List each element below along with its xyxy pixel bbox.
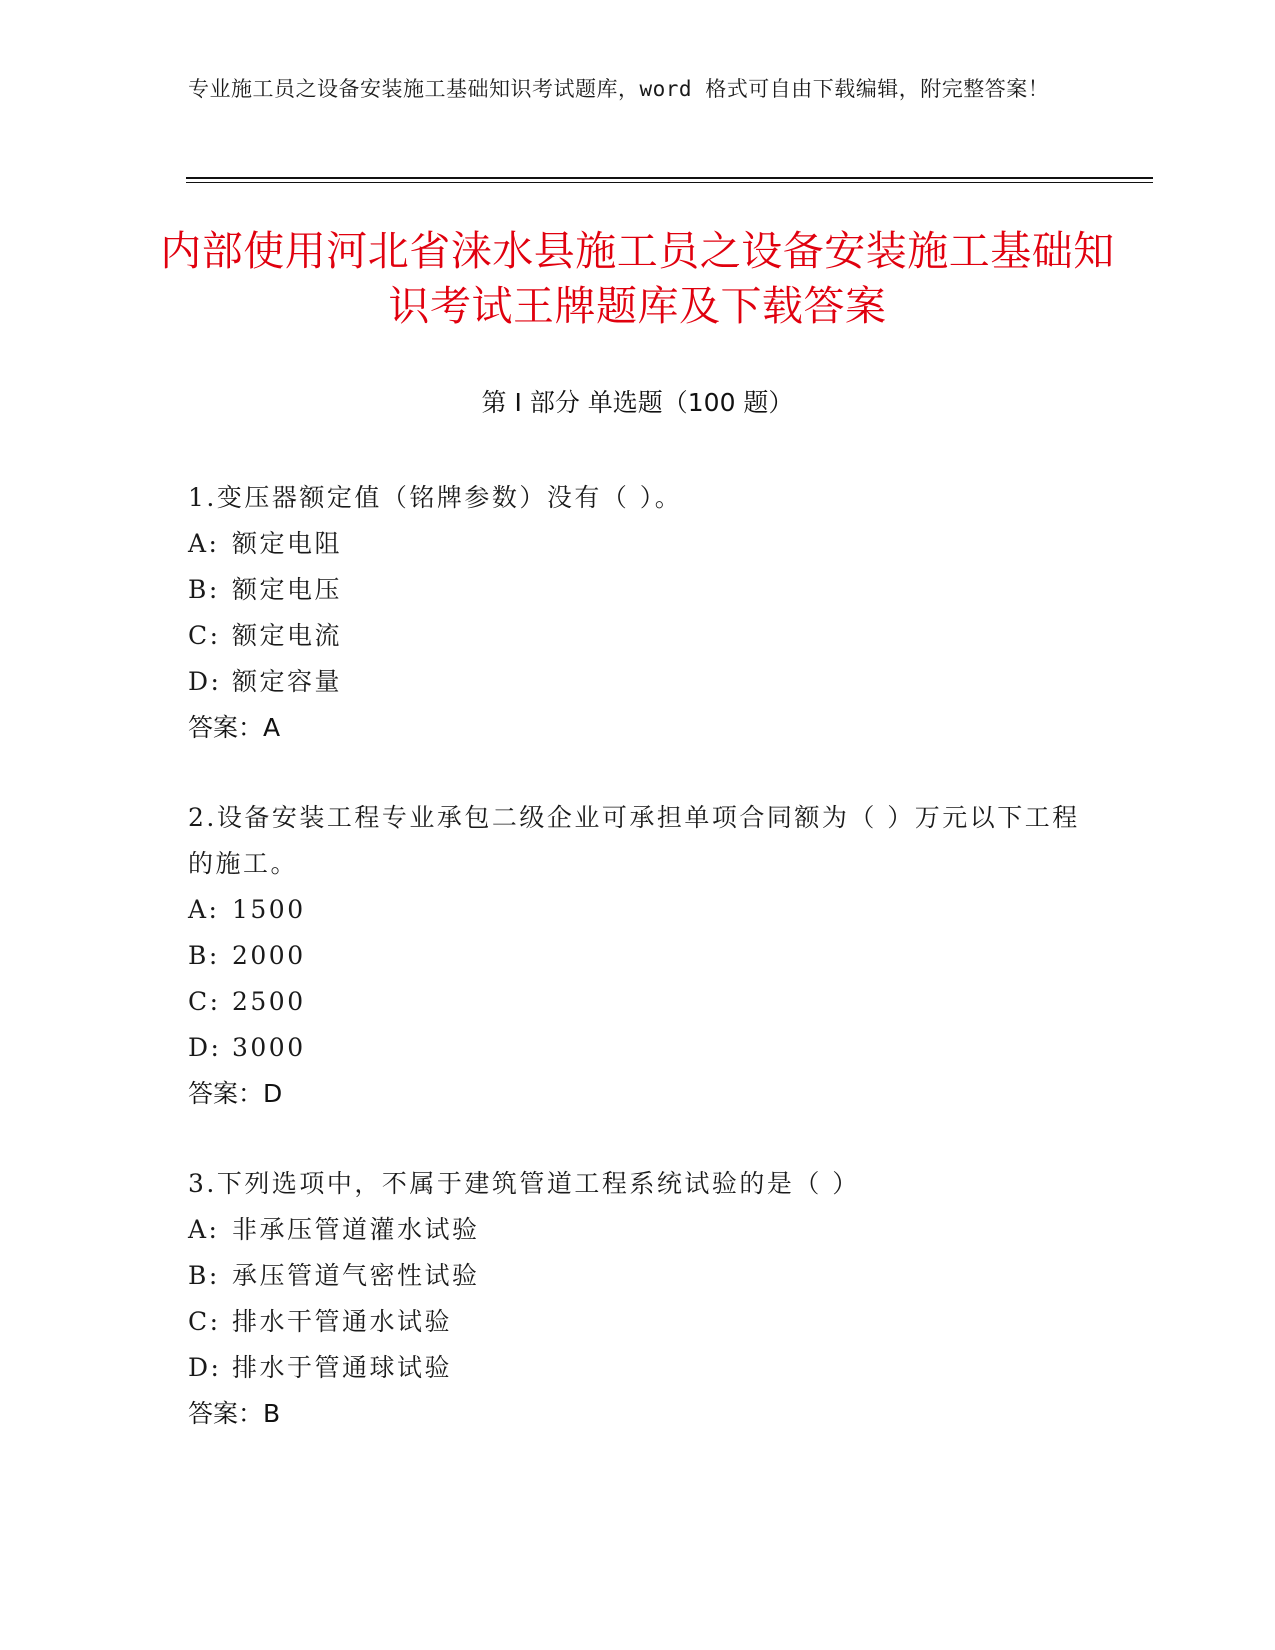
question-3 [188,1161,1088,1437]
document-header-note: 专业施工员之设备安装施工基础知识考试题库，word 格式可自由下载编辑，附完整答案！ [188,77,1050,101]
option-a [188,887,1088,933]
option-letter: C: [188,1307,221,1336]
option-letter: A: [188,529,220,558]
option-text: 非承压管道灌水试验 [232,1215,480,1244]
section-heading: 第 I 部分 单选题（100 题） [481,388,794,417]
option-text: 承压管道气密性试验 [232,1261,480,1290]
option-text: 额定电流 [232,621,343,650]
option-letter: C: [188,621,221,650]
option-a [188,1207,1088,1253]
header-divider-thick [186,177,1153,179]
option-letter: B: [188,941,220,970]
question-list [188,475,1088,1481]
option-letter: D: [188,1033,222,1062]
option-letter: B: [188,575,220,604]
answer-line: 答案：A [188,713,281,742]
option-text: 1500 [232,895,306,924]
option-c [188,613,1088,659]
question-stem: 3.下列选项中，不属于建筑管道工程系统试验的是（ ） [188,1169,860,1198]
option-text: 3000 [232,1033,306,1062]
option-letter: D: [188,1353,222,1382]
option-b [188,933,1088,979]
option-text: 额定电阻 [232,529,343,558]
option-c [188,1299,1088,1345]
option-letter: D: [188,667,222,696]
option-text: 排水干管通水试验 [232,1307,453,1336]
option-d [188,1025,1088,1071]
question-stem: 1.变压器额定值（铭牌参数）没有（ ）。 [188,483,683,512]
option-b [188,567,1088,613]
option-letter: B: [188,1261,220,1290]
answer-line: 答案：B [188,1399,281,1428]
option-text: 排水于管通球试验 [232,1353,453,1382]
header-divider-thin [186,182,1153,183]
question-2 [188,795,1088,1117]
document-title: 内部使用河北省涞水县施工员之设备安装施工基础知识考试王牌题库及下载答案 [160,227,1115,330]
option-text: 额定电压 [232,575,343,604]
question-1 [188,475,1088,751]
option-a [188,521,1088,567]
option-d [188,1345,1088,1391]
answer-line: 答案：D [188,1079,283,1108]
option-text: 额定容量 [232,667,343,696]
question-stem: 2.设备安装工程专业承包二级企业可承担单项合同额为（ ）万元以下工程的施工。 [188,803,1080,878]
option-letter: A: [188,895,220,924]
option-c [188,979,1088,1025]
option-text: 2500 [232,987,306,1016]
option-letter: A: [188,1215,220,1244]
option-text: 2000 [232,941,306,970]
option-d [188,659,1088,705]
option-letter: C: [188,987,221,1016]
option-b [188,1253,1088,1299]
